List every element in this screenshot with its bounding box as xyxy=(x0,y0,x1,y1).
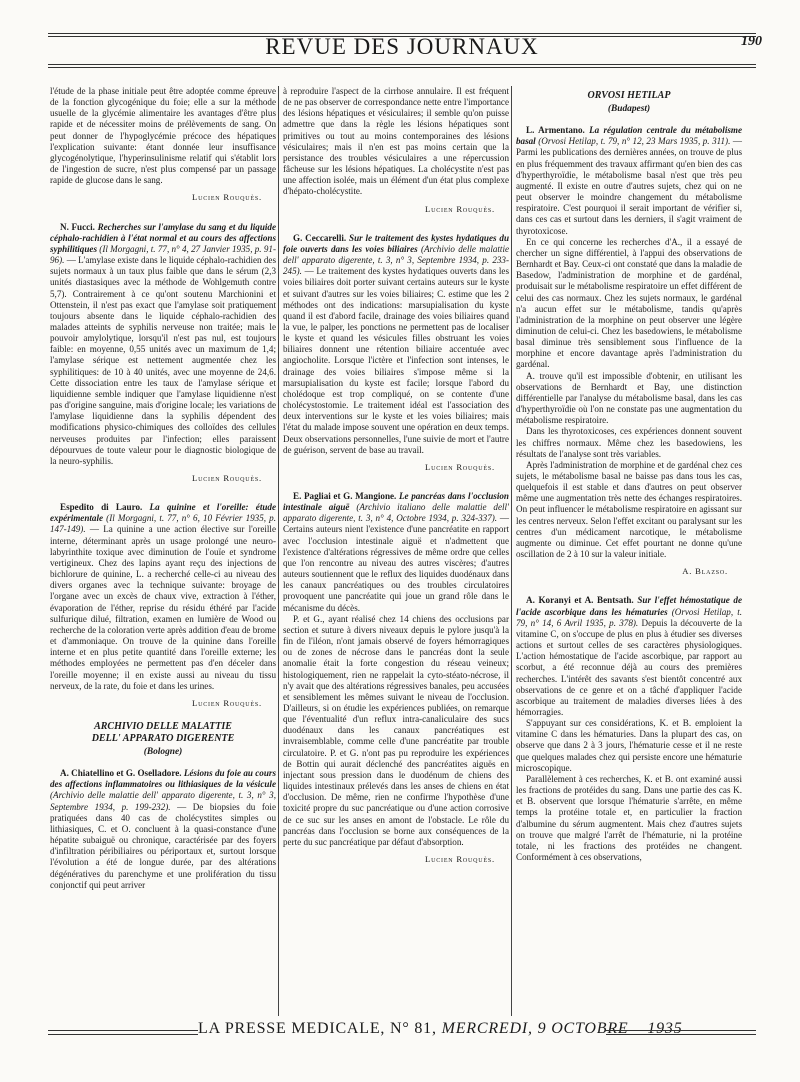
column-divider xyxy=(511,86,512,1016)
footer-date: 9 OCTOBRE xyxy=(537,1020,629,1037)
page-footer xyxy=(48,1020,756,1050)
page-header xyxy=(48,22,762,66)
section-title-line: ARCHIVIO DELLE MALATTIE xyxy=(94,720,232,732)
article xyxy=(283,491,509,614)
article-citation: (Orvosi Hetilap, t. 79, n° 12, 23 Mars 1935, p. 311). xyxy=(538,136,731,147)
article-body: — Le traitement des kystes hydatiques ouverts dans les voies biliaires doit porter suivant certains auteurs sur le kyste et suivant d'autres sur les voies biliaires; C. estime que les 2 méthodes ont des indications: marsupialisation du kyste quand il est d'abord facile, drainage des voies biliaires quand la vue, le palper, les ponctions ne permettent pas de localiser le kyste et quand les vésicules filles obstruant les voies biliaires donnent une rétention biliaire accentuée avec angiocholite. Lorsque l'ictère et l'infection sont intenses, le drainage des voies biliaires s'impose même si la marsupialisation du kyste est facile; lorsque l'abord du cholédoque est trop compliqué, on se contente d'une cholécystostomie. Le traitement idéal est l'association des deux interventions sur le kyste et les voies biliaires; mais l'état du malade impose souvent une opération en deux temps. Deux observations personnelles, l'une suivie de mort et l'autre de guérison, servent de base au travail. xyxy=(283,266,509,455)
paragraph: Après l'administration de morphine et de gardénal chez ces sujets, le métabolisme basal ne baisse pas dans tous les cas, quelquefois il est stable et dans d'autres on peut observer même une augmentation très nette des échanges respiratoires. On peut influencer le métabolisme respiratoire en agissant sur les centres nerveux. Selon l'effet excitant ou paralysant sur les centres d'un médicament narcotique, le métabolisme augmente ou diminue. Cet effet pourtant ne donne qu'une oscillation de 2 à 10 sur la valeur initiale. xyxy=(516,459,742,560)
article-authors: G. Ceccarelli. xyxy=(293,232,347,243)
paragraph: S'appuyant sur ces considérations, K. et B. emploient la vitamine C dans les hématuries. Dans la plupart des cas, on observe que dans 2 à 3 jours, l'hématurie cesse et il ne reste que quelques malades chez qui persiste encore une hématurie microscopique. xyxy=(516,718,742,773)
paragraph: à reproduire l'aspect de la cirrhose annulaire. Il est fréquent de ne pas observer de correspondance nette entre l'importance des lésions hépatiques et vésiculaires; il semble qu'on puisse admettre que dans la règle les lésions hépatiques sont primitives ou tout au moins contemporaines des lésions vésiculaires; mais il n'en est pas moins certain que la persistance des troubles vésiculaires a une répercussion fâcheuse sur les lésions hépatiques. La cholécystite n'est pas une affection isolée, mais un élément d'un état plus complexe d'hépato-cholécystite. xyxy=(283,86,509,197)
paragraph: A. trouve qu'il est impossible d'obtenir, en utilisant les observations de Bernhardt et Bay, une distinction différentielle par l'analyse du métabolisme basal, dans les cas d'hyperthyroïdie où l'on ne constate pas une augmentation du métabolisme respiratoire. xyxy=(516,370,742,426)
article-title: Sur l'effet hémostatique de l'acide ascorbique dans les hématuries xyxy=(516,595,742,617)
signature: Lucien Rouquès. xyxy=(192,697,262,708)
footer-journal: LA PRESSE MEDICALE, N° 81, xyxy=(198,1020,437,1037)
footer-rule-left xyxy=(48,1030,198,1031)
signature: Lucien Rouquès. xyxy=(192,473,262,483)
article-authors: L. Armentano. xyxy=(526,125,585,136)
signature: Lucien Rouquès. xyxy=(425,854,495,864)
article-body: — Parmi les publications des dernières années, on trouve de plus en plus fréquemment des travaux affirmant qu'en bien des cas d'hyperthyroïdie, le métabolisme basal n'est que très peu augmenté. Il existe en outre d'autres sujets, chez qui on ne peut observer le moindre changement du métabolisme respiratoire. C'est pourquoi il serait important de vérifier si, dans ces cas et surtout dans les derniers, il s'agit vraiment de thyrotoxicose. xyxy=(516,136,742,236)
section-title: ORVOSI HETILAP xyxy=(587,90,671,101)
article xyxy=(516,595,742,718)
article-body: — La quinine a une action élective sur l'oreille interne, déterminant après un usage prolongé une neuro-labyrinthite toxique avec diminution de l'ouïe et syndrome vertigineux. Chez des lapins ayant reçu des injections de bichlorure de quinine, L. a recherché celle-ci au niveau des divers organes avec la technique suivante: broyage de l'organe avec un excès de chaux vive, extraction à l'éther, évaporation de l'éther, reprise du résidu éthéré par l'acide sulfurique dilué, filtration, examen en lumière de Wood ou recherche de la coloration verte après addition d'eau de brome et d'ammoniaque. On trouve de la quinine dans l'oreille interne et en plus petite quantité dans l'oreille externe; les méthodes employées ne permettent pas d'en déceler dans l'oreille moyenne; il en existe aussi au niveau du tissu nerveux, de la rate, du foie et dans les urines. xyxy=(50,524,276,691)
column-3 xyxy=(516,86,742,863)
signature: Lucien Rouquès. xyxy=(425,461,495,472)
column-2 xyxy=(283,86,509,875)
section-city: (Bologne) xyxy=(143,746,183,757)
article-body: — L'amylase existe dans le liquide céphalo-rachidien des sujets normaux à un taux plus faible que dans le sérum (2,3 unités diastasiques avec la méthode de Wohlgemuth contre 5,7). Contrairement à ce qu'ont soutenu Marchionini et Ottenstein, il n'est pas exact que l'amylase soit pratiquement toujours absente dans le liquide céphalo-rachidien des malades atteints de syphilis nerveuse non traitée; mais le pouvoir amylolytique, lorsqu'il n'est pas nul, est toujours faible: en moyenne, 0,55 unités avec un maximum de 1,4; l'amylase sérique est nettement augmentée chez les syphilitiques: de 10 à 40 unités, avec une moyenne de 24,6. Cette dissociation entre les taux de l'amylase sérique et liquidienne semble indiquer que l'amylase liquidienne n'est pas d'origine sanguine, mais d'origine locale; les variations de l'amylase liquidienne dans la syphilis dépendent des modifications physico-chimiques des colloïdes des cellules nerveuses produites par l'infection; elles paraissent dépourvues de toute valeur pour le diagnostic biologique de la neuro-syphilis. xyxy=(50,255,277,466)
signature: Lucien Rouquès. xyxy=(425,203,495,214)
header-rule-bottom-double xyxy=(48,67,756,68)
article-citation: (Il Morgagni, t. 77, n° 6, 10 Février 1935, p. 147-149). xyxy=(50,513,276,535)
article xyxy=(283,233,509,456)
article-citation: (Archivio delle malattie dell' apparato digerente, t. 3, n° 3, Septembre 1934, p. 199-232). xyxy=(50,790,276,812)
paragraph: P. et G., ayant réalisé chez 14 chiens des occlusions par section et suture à divers niveaux depuis le pylore jusqu'à la fin de l'iléon, n'ont jamais observé de foyers hémorragiques ou de zones de nécrose dans le pancréas dont la seule anomalie était la forte congestion du réseau veineux; histologiquement, rien ne rappelait la cyto-stéato-nécrose, il n'y avait que des altérations régressives banales, peu accusées et sensiblement les mêmes suivant le niveau de l'occlusion. D'ailleurs, si on étudie les expériences publiées, on remarque que l'éventualité d'un reflux intra-canaliculaire des sucs duodénaux dans les canaux pancréatiques est invraisemblable, comme celle d'une pancréatite par trouble circulatoire. P. et G. n'ont pas pu reproduire les expériences de Bottin qui aurait déclenché des pancréatites aiguës en injectant sous pression dans le duodénum de chiens des liquides intestinaux prélevés dans les anses de chiens en état d'occlusion. De même, rien ne confirme l'hypothèse d'une toxicité propre du suc pancréatique ou d'une action corrosive de ce suc sur les anses en amont de l'obstacle. Le rôle du pancréas dans l'occlusion se borne aux conséquences de la perte du suc pancréatique par défaut d'absorption. xyxy=(283,613,509,847)
column-divider xyxy=(278,86,279,1016)
paragraph: En ce qui concerne les recherches d'A., il a essayé de chercher un signe différentiel, à l'appui des observations de Bernhardt et Bay. Ceux-ci ont constaté que dans la maladie de Basedow, l'administration de morphine et de gardénal, produisait sur le métabolisme respiratoire un effet différent de celui des cas normaux. Chez les sujets normaux, le gardénal n'a aucun effet sur le métabolisme, tandis qu'après l'administration de la morphine on peut observer une légère diminution de celui-ci. Chez les basedowiens, le métabolisme basal diminue très sensiblement sous l'influence de la morphine et encore davantage après l'administration du gardénal. xyxy=(516,236,742,370)
section-title xyxy=(50,721,276,745)
section-city: (Budapest) xyxy=(607,104,651,114)
paragraph: Parallèlement à ces recherches, K. et B. ont examiné aussi les fractions de protéides du sang. Dans une partie des cas K. et B. observent que lorsque l'hématurie s'arrête, en même temps la protéine totale et, en particulier la fraction d'albumine du sérum augmentent. Mais chez d'autres sujets on trouve que malgré l'arrêt de l'hématurie, ni la protéine totale, ni les fractions des protéides ne changent. Conformément à ces observations, xyxy=(516,773,742,862)
article-body: — Certains auteurs nient l'existence d'une pancréatite en rapport avec l'occlusion intestinale aiguë et n'admettent que l'existence d'altérations régressives de même ordre que celles que l'on rencontre au niveau des autres viscères; d'autres auteurs soutiennent que le reflux des liquides duodénaux dans les canaux pancréatiques ou des troubles circulatoires provoquent une pancréatite qui joue un grand rôle dans le mécanisme du décès. xyxy=(283,513,509,613)
paragraph: l'étude de la phase initiale peut être adoptée comme épreuve de la fonction glycogénique du foie; elle a sur la méthode usuelle de la glycémie alimentaire les avantages d'être plus rapide et de nécessiter moins de prélèvements de sang. On peut donner de l'hypoglycémie précoce des hépatiques l'explication suivante: étant donnée leur insuffisance glycogénolytique, l'hyperinsulinisme relatif qui s'établit lors de l'ingestion de sucre, n'est plus compensé par un passage rapide de glucose dans le sang. xyxy=(50,86,276,186)
signature: Lucien Rouquès. xyxy=(192,192,262,203)
article-title: Sur le traitement des kystes hydatiques du foie ouverts dans les voies biliaires xyxy=(283,232,510,254)
footer-day: MERCREDI, xyxy=(441,1020,533,1037)
article-title: La régulation centrale du métabolisme basal xyxy=(516,125,743,147)
article-body: — De biopsies du foie pratiquées dans 40 cas de cholécystites simples ou lithiasiques, C. et O. concluent à la quasi-constance d'une hépatite subaiguë ou chronique, caractérisée par des foyers d'infiltration péribiliaires ou périportaux et, surtout lorsque l'évolution a été de longue durée, par des altérations dégénératives du parenchyme et une prolifération du tissu conjonctif qui peut arriver xyxy=(50,801,276,890)
article-citation: (Il Morgagni, t. 77, n° 4, 27 Janvier 1935, p. 91-96). xyxy=(50,243,276,266)
section-title-line: DELL' APPARATO DIGERENTE xyxy=(91,732,235,744)
article xyxy=(50,502,276,692)
article-authors: Espedito di Lauro. xyxy=(60,502,143,513)
article xyxy=(516,125,742,237)
article-title: La quinine et l'oreille: étude expérimentale xyxy=(50,502,277,524)
paragraph: Dans les thyrotoxicoses, ces expériences donnent souvent les chiffres normaux. Même chez les basedowiens, les résultats de l'analyse sont très variables. xyxy=(516,426,742,459)
article-body: Depuis la découverte de la vitamine C, on s'occupe de plus en plus à étudier ses diverses actions et surtout celles de ses caractères physiologiques. L'action hémostatique de l'acide ascorbique, par rapport au scorbut, a été reconnue déjà au cours des premières recherches. L'intérêt des savants s'est bientôt concentré aux observations de ce genre et on a tâché d'appliquer l'acide ascorbique au traitement de maladies diverses liées à des hémorragies. xyxy=(516,617,742,717)
article-title: Lésions du foie au cours des affections inflammatoires ou lithiasiques de la vésicule xyxy=(50,768,276,790)
article-authors: A. Chiatellino et G. Oselladore. xyxy=(60,768,182,779)
page-number: 190 xyxy=(741,34,762,49)
footer-year: 1935 xyxy=(647,1020,683,1037)
footer-rule-right xyxy=(606,1030,756,1031)
article xyxy=(50,222,276,467)
article-citation: (Orvosi Hetilap, t. 79, n° 14, 6 Avril 1935, p. 378). xyxy=(516,606,742,628)
article-title: Le pancréas dans l'occlusion intestinale aiguë xyxy=(283,491,509,513)
footer-text xyxy=(198,1020,683,1038)
article-authors: E. Pagliai et G. Mangione. xyxy=(293,491,397,501)
article-citation: (Archivio delle malattie dell' apparato digerente, t. 3, n° 3, Septembre 1934, p. 233-245). xyxy=(283,243,510,277)
page-title: REVUE DES JOURNAUX xyxy=(265,34,539,59)
article-authors: A. Koranyi et A. Bentsath. xyxy=(526,595,634,606)
article xyxy=(50,768,276,891)
article-citation: (Archivio italiano delle malattie dell' apparato digerente, t. 3, n° 4, Octobre 1934, p. 324-337). xyxy=(283,502,509,524)
signature: A. Blazso. xyxy=(682,566,728,577)
header-rule-bottom xyxy=(48,64,756,65)
column-1 xyxy=(50,86,276,891)
article-title: Recherches sur l'amylase du sang et du liquide céphalo-rachidien à l'état normal et au cours des affections syphilitiques xyxy=(50,221,276,254)
article-authors: N. Fucci. xyxy=(60,221,95,232)
